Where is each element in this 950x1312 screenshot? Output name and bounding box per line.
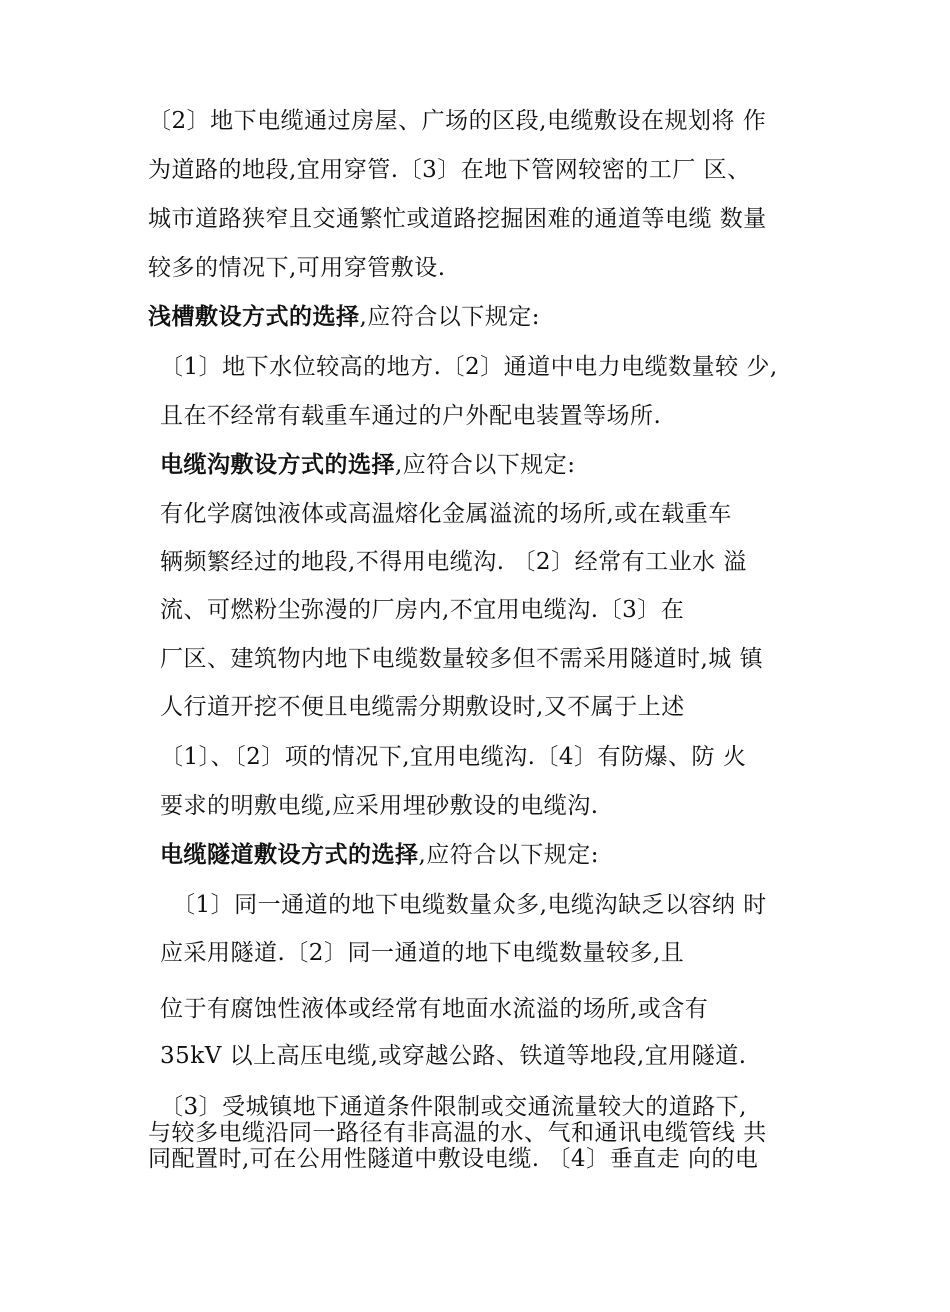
body-text-line: 厂区、建筑物内地下电缆数量较多但不需采用隧道时,城 镇: [160, 646, 764, 672]
body-text-line: 〔2〕地下电缆通过房屋、广场的区段,电缆敷设在规划将 作: [148, 108, 767, 134]
body-text-line: 35kV 以上高压电缆,或穿越公路、铁道等地段,宜用隧道.: [160, 1043, 747, 1069]
body-text-line: 〔3〕受城镇地下通道条件限制或交通流量较大的道路下,: [160, 1094, 747, 1120]
body-text-line: 人行道开挖不便且电缆需分期敷设时,又不属于上述: [160, 694, 685, 720]
body-text-line: 与较多电缆沿同一路径有非高温的水、气和通讯电缆管线 共: [148, 1120, 767, 1146]
body-text-line: 同配置时,可在公用性隧道中敷设电缆. 〔4〕垂直走 向的电: [148, 1146, 759, 1172]
heading-bold-text: 浅槽敷设方式的选择: [148, 303, 360, 330]
body-text-line: 〔1〕同一通道的地下电缆数量众多,电缆沟缺乏以容纳 时: [172, 892, 767, 918]
body-text-line: 〔1〕地下水位较高的地方.〔2〕通道中电力电缆数量较 少,: [160, 354, 778, 380]
body-text-line: 较多的情况下,可用穿管敷设.: [148, 255, 446, 281]
body-text-line: 有化学腐蚀液体或高温熔化金属溢流的场所,或在载重车: [160, 501, 732, 527]
section-heading-cable-tunnel: [160, 840, 599, 870]
body-text-line: 要求的明敷电缆,应采用埋砂敷设的电缆沟.: [160, 793, 599, 819]
heading-bold-text: 电缆沟敷设方式的选择: [160, 451, 395, 478]
body-text-line: 且在不经常有载重车通过的户外配电装置等场所.: [160, 403, 662, 429]
section-heading-cable-trench: [160, 450, 576, 480]
heading-bold-text: 电缆隧道敷设方式的选择: [160, 841, 419, 868]
body-text-line: 为道路的地段,宜用穿管.〔3〕在地下管网较密的工厂 区、: [148, 157, 751, 183]
heading-rest-text: ,应符合以下规定:: [418, 842, 600, 868]
body-text-line: 应采用隧道.〔2〕同一通道的地下电缆数量较多,且: [160, 940, 685, 966]
body-text-line: 流、可燃粉尘弥漫的厂房内,不宜用电缆沟.〔3〕在: [160, 597, 685, 623]
heading-rest-text: ,应符合以下规定:: [395, 452, 576, 478]
body-text-line: 城市道路狭窄且交通繁忙或道路挖掘困难的通道等电缆 数量: [148, 206, 767, 232]
section-heading-shallow-trough: [148, 302, 540, 332]
body-text-line: 辆频繁经过的地段,不得用电缆沟. 〔2〕经常有工业水 溢: [160, 549, 747, 575]
body-text-line: 位于有腐蚀性液体或经常有地面水流溢的场所,或含有: [160, 996, 709, 1022]
heading-rest-text: ,应符合以下规定:: [359, 304, 541, 330]
body-text-line: 〔1〕、〔2〕项的情况下,宜用电缆沟.〔4〕有防爆、防 火: [160, 744, 747, 770]
